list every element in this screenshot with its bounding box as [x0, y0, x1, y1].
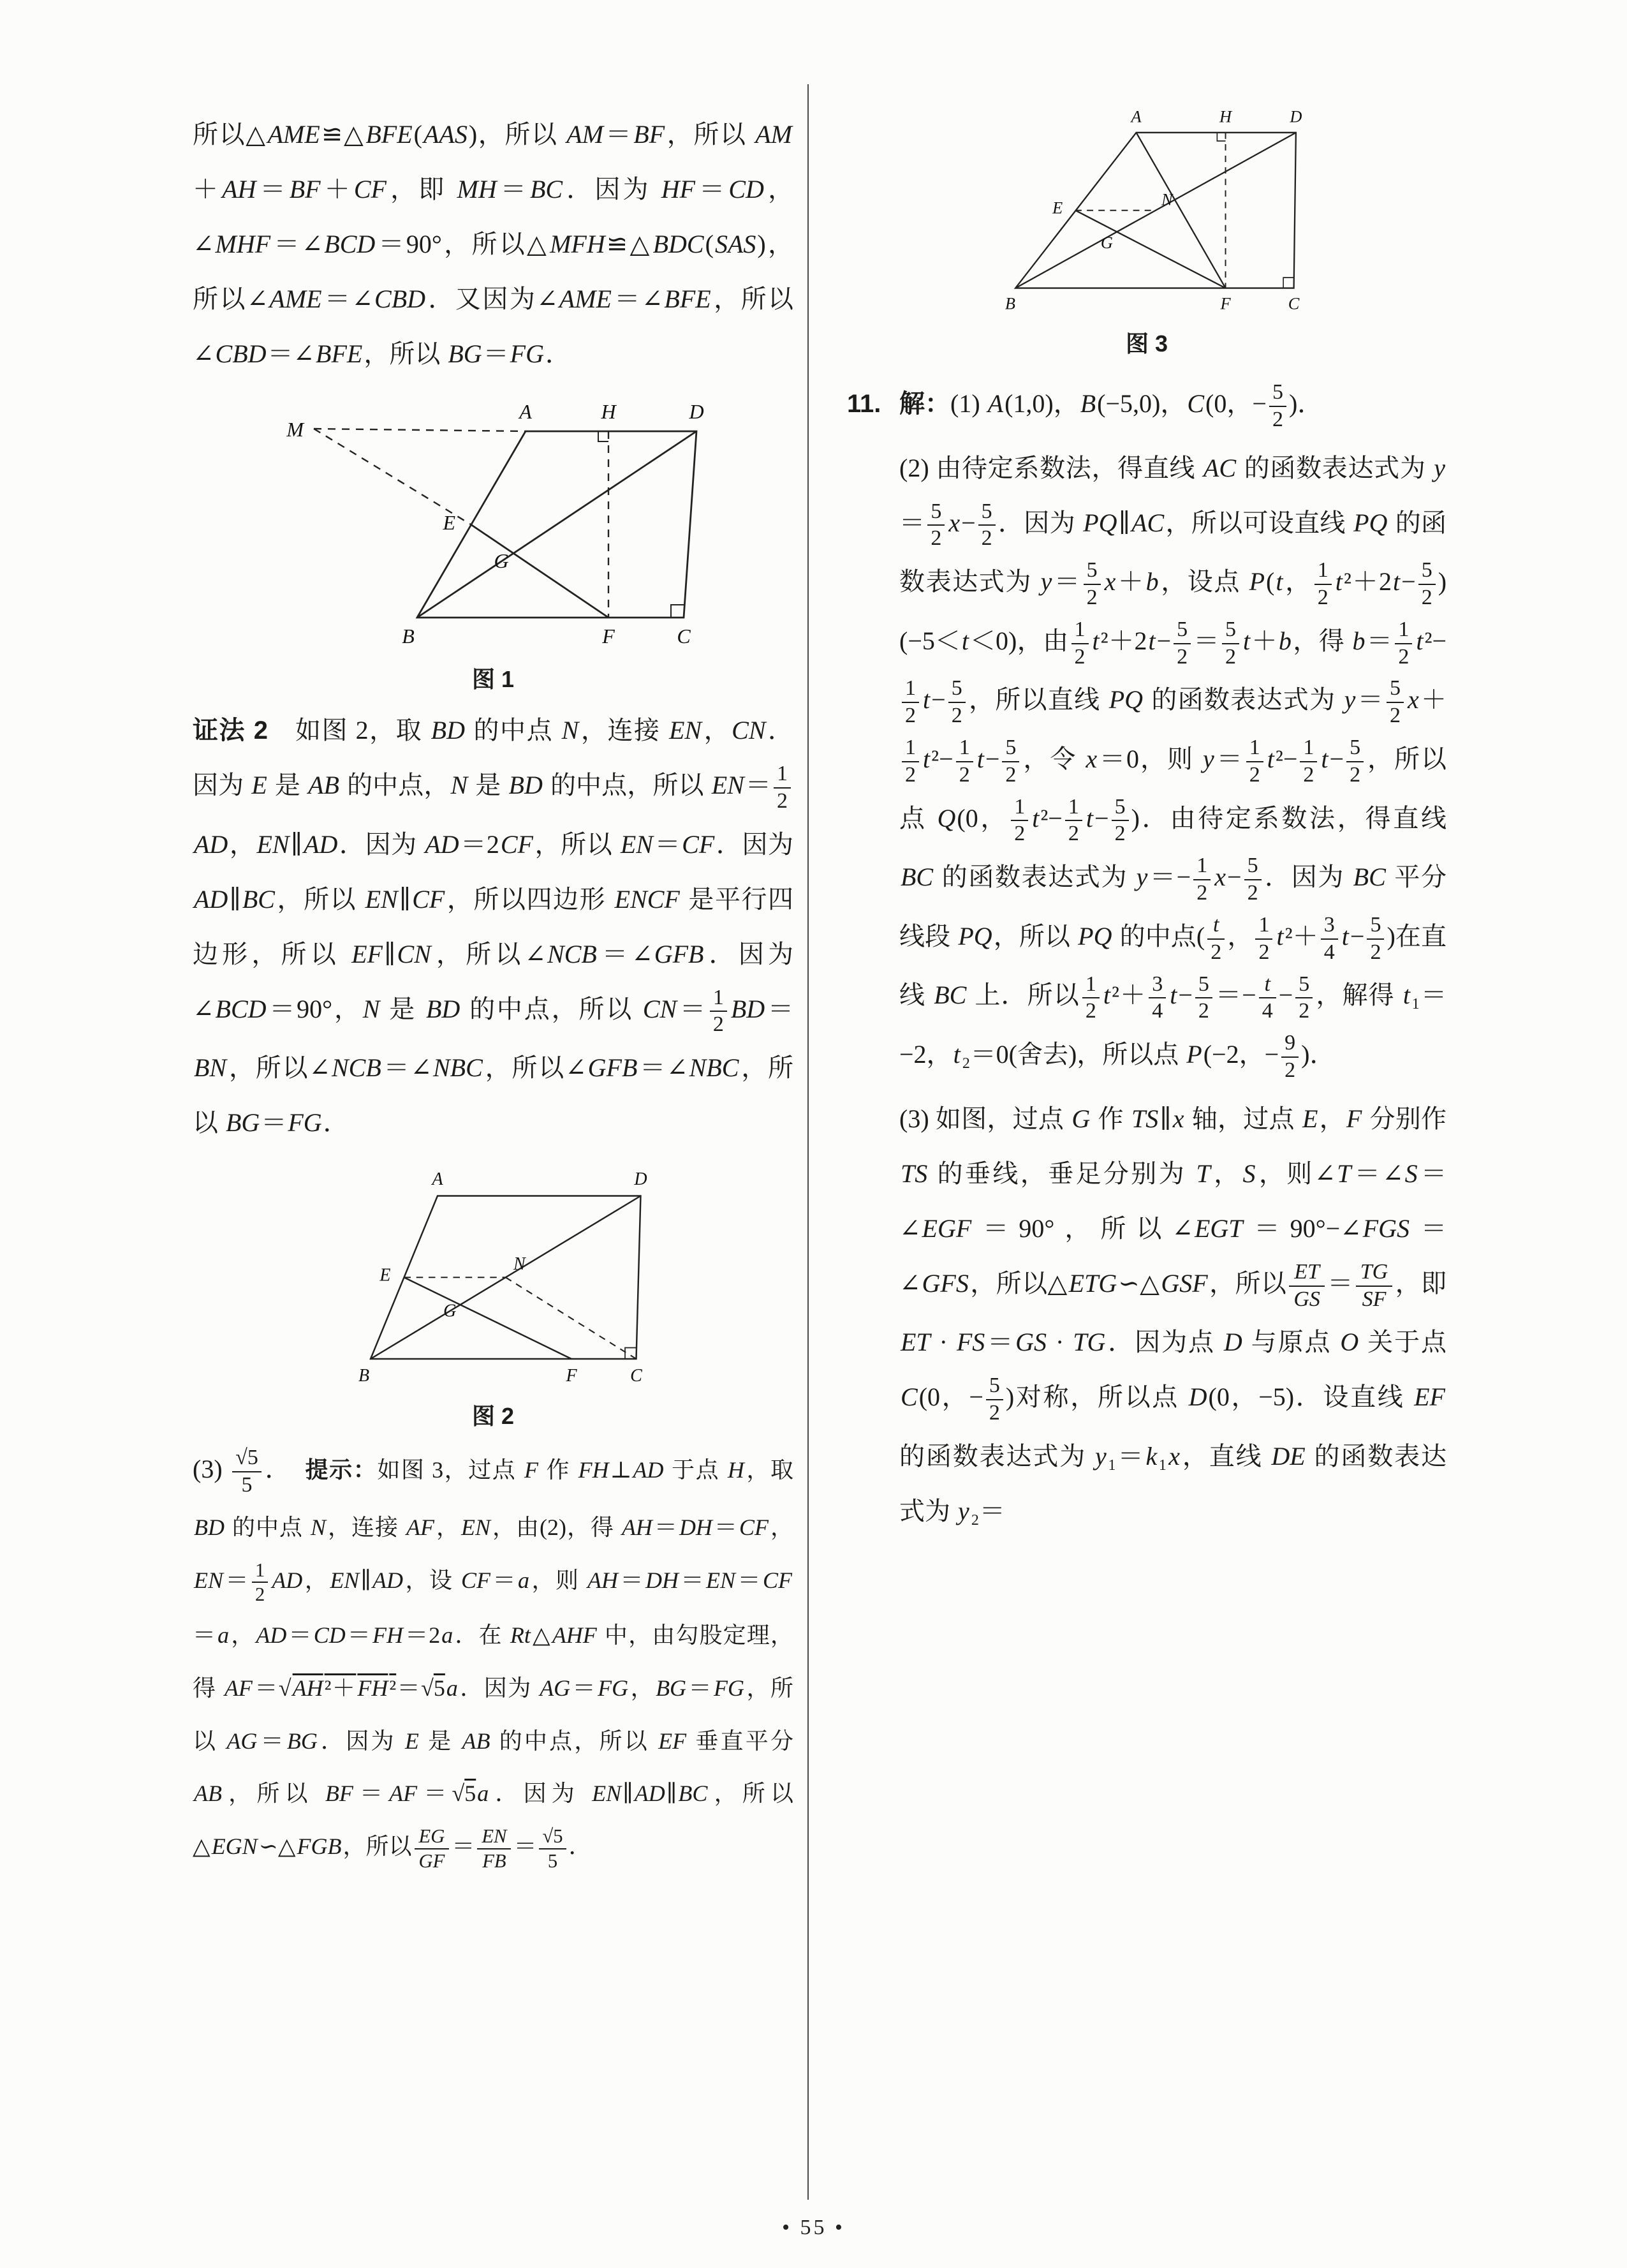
solution-label: 解：	[899, 390, 950, 418]
answer-3-value: (3) $\frac{√5}{5}$ ．	[193, 1446, 306, 1497]
fig2-label-G: G	[443, 1301, 456, 1321]
fig1-label-H: H	[601, 400, 616, 423]
figure-3-labels	[1005, 107, 1302, 313]
fig2-label-N: N	[513, 1254, 526, 1275]
fig1-label-D: D	[689, 400, 704, 423]
figure-1-caption: 图 1	[471, 666, 515, 692]
fig2-label-D: D	[633, 1169, 647, 1190]
fig3-label-N: N	[1161, 190, 1173, 209]
fig1-label-E: E	[443, 511, 455, 534]
right-column	[847, 107, 1447, 1544]
figure-1-solid-lines	[417, 431, 696, 618]
problem-11-solution	[899, 376, 1447, 1544]
answer-3-paragraph	[193, 1440, 793, 1875]
fig3-label-G: G	[1100, 233, 1113, 252]
fig3-label-B: B	[1005, 294, 1015, 313]
column-divider	[807, 84, 809, 2200]
proof2-label: 证法 2	[193, 716, 268, 745]
fig3-label-D: D	[1290, 107, 1302, 126]
problem-11-number: 11.	[847, 390, 881, 418]
fig3-label-A: A	[1131, 107, 1142, 126]
fig1-label-A: A	[519, 400, 532, 423]
hint-text: 如图 3，过点 F 作 FH⊥AD 于点 H，取 BD 的中点 N，连接 AF，EN，由(2)，得 AH＝DH＝CF，EN＝ $\frac{1}{2}$ AD，EN∥AD，设 CF＝a，则 AH＝DH＝EN＝CF＝a，AD＝CD＝FH＝2a．在 Rt△AHF 中，由勾股定理，得 AF＝√AH²＋FH²＝√5a．因为 AG＝FG，BG＝FG，所以 AG＝BG．因为 E 是 AB 的中点，所以 EF 垂直平分 AB，所以 BF＝AF＝√5a．因为 EN∥AD∥BC，所以△EGN∽△FGB，所以 $\frac{EG}{GF}$ ＝ $\frac{EN}{FB}$ ＝ $\frac{√5}{5}$ ．	[193, 1457, 793, 1872]
figure-3-drawing	[968, 107, 1325, 318]
fig2-label-F: F	[565, 1366, 577, 1386]
fig1-label-B: B	[402, 625, 415, 648]
hint-label: 提示：	[305, 1456, 378, 1483]
solution-part-2: (2) 由待定系数法，得直线 AC 的函数表达式为 y＝ $\frac{5}{2}$ x− $\frac{5}{2}$ ．因为 PQ∥AC，所以可设直线 PQ 的函数表达式为 y＝ $\frac{5}{2}$ x＋b，设点 P(t， $\frac{1}{2}$ t²＋2t− $\frac{5}{2}$ )(−5＜t＜0)，由 $\frac{1}{2}$ t²＋2t− $\frac{5}{2}$ ＝ $\frac{5}{2}$ t＋b，得 b＝ $\frac{1}{2}$ t²− $\frac{1}{2}$ t− $\frac{5}{2}$ ，所以直线 PQ 的函数表达式为 y＝ $\frac{5}{2}$ x＋ $\frac{1}{2}$ t²− $\frac{1}{2}$ t− $\frac{5}{2}$ ，令 x＝0，则 y＝ $\frac{1}{2}$ t²− $\frac{1}{2}$ t− $\frac{5}{2}$ ，所以点 Q(0， $\frac{1}{2}$ t²− $\frac{1}{2}$ t− $\frac{5}{2}$ )．由待定系数法，得直线 BC 的函数表达式为 y＝− $\frac{1}{2}$ x− $\frac{5}{2}$ ．因为 BC 平分线段 PQ，所以 PQ 的中点( $\frac{t}{2}$ ， $\frac{1}{2}$ t²＋ $\frac{3}{4}$ t− $\frac{5}{2}$ )在直线 BC 上．所以 $\frac{1}{2}$ t²＋ $\frac{3}{4}$ t− $\frac{5}{2}$ ＝− $\frac{t}{4}$ − $\frac{5}{2}$ ，解得 t₁＝−2，t₂＝0(舍去)，所以点 P(−2，− $\frac{9}{2}$ )．	[899, 453, 1447, 1082]
proof2-text: 如图 2，取 BD 的中点 N，连接 EN，CN．因为 E 是 AB 的中点，N 是 BD 的中点，所以 EN＝ $\frac{1}{2}$ AD，EN∥AD．因为 AD＝2CF，所以 EN＝CF．因为 AD∥BC，所以 EN∥CF，所以四边形 ENCF 是平行四边形，所以 EF∥CN，所以∠NCB＝∠GFB．因为∠BCD＝90°，N 是 BD 的中点，所以 CN＝ $\frac{1}{2}$ BD＝BN，所以∠NCB＝∠NBC，所以∠GFB＝∠NBC，所以 BG＝FG．	[193, 716, 794, 1138]
solution-part-1-text: (1) A(1,0)，B(−5,0)，C(0，− $\frac{5}{2}$ )．	[950, 380, 1323, 431]
solution-part-1	[899, 376, 1447, 436]
figure-3	[847, 107, 1447, 359]
figure-1-right-angle-marks	[598, 431, 684, 618]
fig2-label-B: B	[358, 1366, 369, 1386]
solution-part-3: (3) 如图，过点 G 作 TS∥x 轴，过点 E，F 分别作 TS 的垂线，垂足分别为 T，S，则∠T＝∠S＝∠EGF＝90°，所以∠EGT＝90°−∠FGS＝∠GFS，所以△ETG∽△GSF，所以 $\frac{ET}{GS}$ ＝ $\frac{TG}{SF}$ ，即 ET · FS＝GS · TG．因为点 D 与原点 O 关于点 C(0，− $\frac{5}{2}$ )对称，所以点 D(0，−5)．设直线 EF 的函数表达式为 y₁＝k₁x，直线 DE 的函数表达式为 y₂＝	[899, 1104, 1447, 1525]
fig3-label-C: C	[1288, 294, 1300, 313]
fig2-label-C: C	[629, 1366, 642, 1386]
figure-3-caption: 图 3	[1125, 330, 1168, 357]
figure-1	[193, 398, 793, 694]
figure-1-labels	[286, 400, 703, 648]
figure-2-drawing	[304, 1167, 683, 1390]
fig1-label-G: G	[494, 549, 509, 572]
fig3-label-E: E	[1052, 198, 1063, 218]
page-number: • 55 •	[782, 2216, 845, 2239]
fig2-label-A: A	[431, 1169, 443, 1190]
fig3-label-F: F	[1220, 294, 1231, 313]
fig1-label-M: M	[286, 418, 304, 441]
fig3-label-H: H	[1219, 107, 1232, 126]
problem-11	[847, 376, 1447, 1544]
left-column	[193, 107, 793, 1876]
figure-3-right-angle-marks	[1217, 133, 1293, 288]
figure-2	[193, 1167, 793, 1431]
figure-1-drawing	[273, 398, 713, 653]
fig1-label-F: F	[602, 625, 615, 648]
figure-2-caption: 图 2	[471, 1403, 515, 1430]
proof2-paragraph	[193, 703, 793, 1150]
proof1-continuation-paragraph: 所以△AME≌△BFE(AAS)，所以 AM＝BF，所以 AM＋AH＝BF＋CF，即 MH＝BC．因为 HF＝CD，∠MHF＝∠BCD＝90°，所以△MFH≌△BDC(SAS)，所以∠AME＝∠CBD．又因为∠AME＝∠BFE，所以∠CBD＝∠BFE，所以 BG＝FG．	[193, 120, 794, 368]
fig2-label-E: E	[379, 1265, 390, 1286]
fig1-label-C: C	[677, 625, 691, 648]
